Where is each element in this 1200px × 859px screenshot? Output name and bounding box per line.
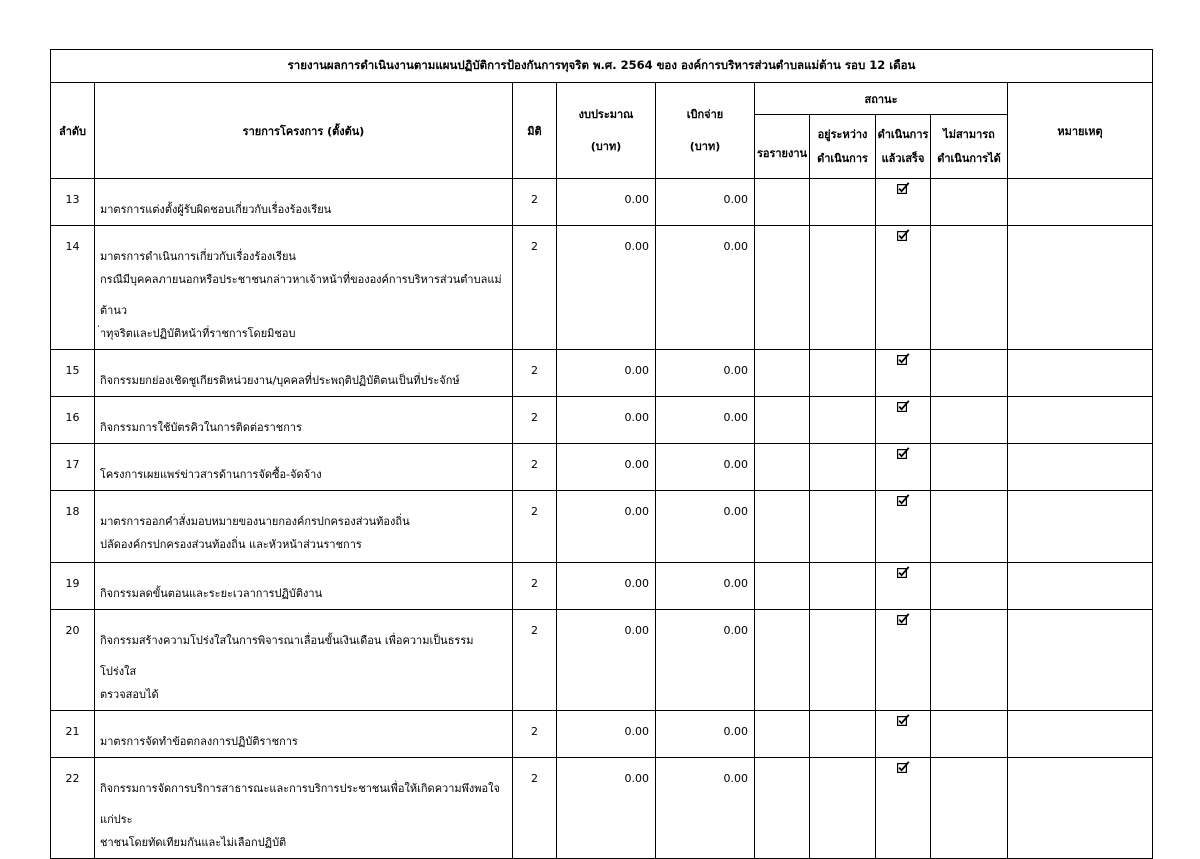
row-project-line: กรณีมีบุคคลภายนอกหรือประชาชนกล่าวหาเจ้าหน้าที่ขององค์การบริหารส่วนตำบลแม่ต้านว — [100, 273, 502, 317]
row-status-done — [876, 711, 931, 758]
row-status-unable — [931, 444, 1008, 491]
row-project-line: กิจกรรมยกย่องเชิดชูเกียรติหน่วยงาน/บุคคลที่ประพฤติปฏิบัติตนเป็นที่ประจักษ์ — [100, 374, 460, 387]
row-spent: 0.00 — [656, 610, 755, 711]
row-spent: 0.00 — [656, 179, 755, 226]
header-pending-label: รอรายงาน — [756, 146, 808, 160]
row-project — [95, 444, 513, 491]
row-project-line: กิจกรรมลดขั้นตอนและระยะเวลาการปฏิบัติงาน — [100, 587, 323, 600]
row-order: 16 — [51, 397, 95, 444]
header-unable-line1: ไม่สามารถ — [943, 127, 995, 141]
row-project — [95, 610, 513, 711]
checkbox-checked-icon — [897, 566, 910, 578]
row-project-line: ปลัดองค์กรปกครองส่วนท้องถิ่น และหัวหน้าส่วนราชการ — [100, 538, 362, 551]
row-order: 19 — [51, 563, 95, 610]
row-status-pending — [755, 610, 810, 711]
row-project-line: มาตรการออกคำสั่งมอบหมายของนายกองค์กรปกครองส่วนท้องถิ่น — [100, 515, 410, 528]
table-row — [51, 179, 1153, 226]
row-remark — [1008, 610, 1153, 711]
header-spent — [656, 83, 755, 179]
row-order: 17 — [51, 444, 95, 491]
row-status-done — [876, 397, 931, 444]
header-dimension: มิติ — [513, 83, 557, 179]
row-status-done — [876, 226, 931, 350]
row-project — [95, 711, 513, 758]
row-budget: 0.00 — [557, 563, 656, 610]
header-pending — [755, 115, 810, 179]
header-order: ลำดับ — [51, 83, 95, 179]
row-dimension: 2 — [513, 397, 557, 444]
row-dimension: 2 — [513, 491, 557, 563]
checkbox-checked-icon — [897, 761, 910, 773]
row-spent: 0.00 — [656, 563, 755, 610]
row-spent: 0.00 — [656, 491, 755, 563]
table-row — [51, 491, 1153, 563]
header-spent-line2: (บาท) — [689, 139, 721, 153]
row-dimension: 2 — [513, 711, 557, 758]
row-remark — [1008, 350, 1153, 397]
row-status-in-progress — [810, 226, 876, 350]
row-spent: 0.00 — [656, 350, 755, 397]
row-project-line: กิจกรรมสร้างความโปร่งใสในการพิจารณาเลื่อนขั้นเงินเดือน เพื่อความเป็นธรรม โปร่งใส — [100, 634, 474, 678]
report-table — [50, 49, 1153, 859]
row-status-unable — [931, 179, 1008, 226]
row-budget: 0.00 — [557, 711, 656, 758]
row-status-pending — [755, 226, 810, 350]
row-budget: 0.00 — [557, 491, 656, 563]
row-status-pending — [755, 350, 810, 397]
header-budget-line2: (บาท) — [590, 139, 622, 153]
row-status-done — [876, 563, 931, 610]
row-project-line: ชาชนโดยทัดเทียมกันและไม่เลือกปฏิบัติ — [100, 836, 287, 849]
row-budget: 0.00 — [557, 350, 656, 397]
row-status-in-progress — [810, 563, 876, 610]
row-status-in-progress — [810, 491, 876, 563]
row-order: 15 — [51, 350, 95, 397]
table-row — [51, 350, 1153, 397]
row-status-pending — [755, 397, 810, 444]
row-status-in-progress — [810, 444, 876, 491]
row-status-done — [876, 491, 931, 563]
header-in-progress-line2: ดำเนินการ — [817, 151, 868, 165]
row-status-done — [876, 350, 931, 397]
row-budget: 0.00 — [557, 610, 656, 711]
row-order: 14 — [51, 226, 95, 350]
row-project-line: มาตรการดำเนินการเกี่ยวกับเรื่องร้องเรียน — [100, 250, 296, 263]
row-project-line: กิจกรรมการจัดการบริการสาธารณะและการบริการประชาชนเพื่อให้เกิดความพึงพอใจแก่ประ — [100, 782, 500, 826]
row-status-unable — [931, 397, 1008, 444]
row-status-in-progress — [810, 350, 876, 397]
row-project — [95, 226, 513, 350]
row-status-in-progress — [810, 610, 876, 711]
row-dimension: 2 — [513, 563, 557, 610]
checkbox-checked-icon — [897, 229, 910, 241]
header-budget — [557, 83, 656, 179]
table-row — [51, 444, 1153, 491]
row-status-pending — [755, 758, 810, 859]
row-project-line: ่าทุจริตและปฏิบัติหน้าที่ราชการโดยมิชอบ — [100, 327, 296, 340]
row-order: 18 — [51, 491, 95, 563]
row-project-line: มาตรการแต่งตั้งผู้รับผิดชอบเกี่ยวกับเรื่องร้องเรียน — [100, 203, 332, 216]
row-project-line: ตรวจสอบได้ — [100, 688, 159, 701]
row-remark — [1008, 179, 1153, 226]
header-budget-line1: งบประมาณ — [578, 107, 634, 121]
row-dimension: 2 — [513, 179, 557, 226]
row-budget: 0.00 — [557, 179, 656, 226]
row-dimension: 2 — [513, 444, 557, 491]
checkbox-checked-icon — [897, 447, 910, 459]
row-project — [95, 563, 513, 610]
row-spent: 0.00 — [656, 397, 755, 444]
header-status: สถานะ — [755, 83, 1008, 115]
row-remark — [1008, 397, 1153, 444]
row-spent: 0.00 — [656, 758, 755, 859]
row-project — [95, 397, 513, 444]
row-status-pending — [755, 711, 810, 758]
row-spent: 0.00 — [656, 226, 755, 350]
row-order: 20 — [51, 610, 95, 711]
row-project — [95, 350, 513, 397]
row-remark — [1008, 226, 1153, 350]
row-status-pending — [755, 444, 810, 491]
row-status-done — [876, 758, 931, 859]
row-status-in-progress — [810, 179, 876, 226]
row-project-line: กิจกรรมการใช้บัตรคิวในการติดต่อราชการ — [100, 421, 302, 434]
row-spent: 0.00 — [656, 711, 755, 758]
row-status-done — [876, 444, 931, 491]
row-status-in-progress — [810, 711, 876, 758]
header-unable-line2: ดำเนินการได้ — [937, 151, 1001, 165]
row-status-unable — [931, 350, 1008, 397]
row-status-in-progress — [810, 758, 876, 859]
header-project: รายการโครงการ (ตั้งต้น) — [95, 83, 513, 179]
row-budget: 0.00 — [557, 444, 656, 491]
report-rows — [51, 179, 1153, 859]
row-status-unable — [931, 610, 1008, 711]
header-in-progress-line1: อยู่ระหว่าง — [817, 127, 868, 141]
row-project-line: โครงการเผยแพร่ข่าวสารด้านการจัดซื้อ-จัดจ้าง — [100, 468, 322, 481]
checkbox-checked-icon — [897, 353, 910, 365]
row-dimension: 2 — [513, 226, 557, 350]
table-row — [51, 758, 1153, 859]
checkbox-checked-icon — [897, 182, 910, 194]
report-title: รายงานผลการดำเนินงานตามแผนปฏิบัติการป้องกันการทุจริต พ.ศ. 2564 ของ องค์การบริหารส่วนตำบลแม่ต้าน รอบ 12 เดือน — [51, 50, 1153, 83]
header-unable — [931, 115, 1008, 179]
row-remark — [1008, 758, 1153, 859]
table-row — [51, 226, 1153, 350]
row-project — [95, 758, 513, 859]
table-row — [51, 397, 1153, 444]
row-budget: 0.00 — [557, 758, 656, 859]
row-status-done — [876, 610, 931, 711]
checkbox-checked-icon — [897, 613, 910, 625]
row-order: 22 — [51, 758, 95, 859]
checkbox-checked-icon — [897, 400, 910, 412]
row-status-in-progress — [810, 397, 876, 444]
row-dimension: 2 — [513, 610, 557, 711]
row-project-line: มาตรการจัดทำข้อตกลงการปฏิบัติราชการ — [100, 735, 298, 748]
row-status-unable — [931, 226, 1008, 350]
header-in-progress — [810, 115, 876, 179]
row-status-unable — [931, 491, 1008, 563]
header-spent-line1: เบิกจ่าย — [686, 107, 724, 121]
table-row — [51, 563, 1153, 610]
row-budget: 0.00 — [557, 397, 656, 444]
row-order: 13 — [51, 179, 95, 226]
row-status-done — [876, 179, 931, 226]
row-status-pending — [755, 491, 810, 563]
row-remark — [1008, 563, 1153, 610]
row-status-unable — [931, 711, 1008, 758]
row-order: 21 — [51, 711, 95, 758]
row-budget: 0.00 — [557, 226, 656, 350]
row-status-pending — [755, 179, 810, 226]
table-row — [51, 610, 1153, 711]
checkbox-checked-icon — [897, 494, 910, 506]
row-remark — [1008, 711, 1153, 758]
header-done-line1: ดำเนินการ — [877, 127, 929, 141]
table-row — [51, 711, 1153, 758]
row-status-pending — [755, 563, 810, 610]
row-dimension: 2 — [513, 758, 557, 859]
header-remark: หมายเหตุ — [1008, 83, 1153, 179]
row-spent: 0.00 — [656, 444, 755, 491]
header-done — [876, 115, 931, 179]
row-project — [95, 491, 513, 563]
row-status-unable — [931, 563, 1008, 610]
row-status-unable — [931, 758, 1008, 859]
row-dimension: 2 — [513, 350, 557, 397]
header-done-line2: แล้วเสร็จ — [881, 151, 925, 165]
row-remark — [1008, 491, 1153, 563]
row-remark — [1008, 444, 1153, 491]
checkbox-checked-icon — [897, 714, 910, 726]
row-project — [95, 179, 513, 226]
